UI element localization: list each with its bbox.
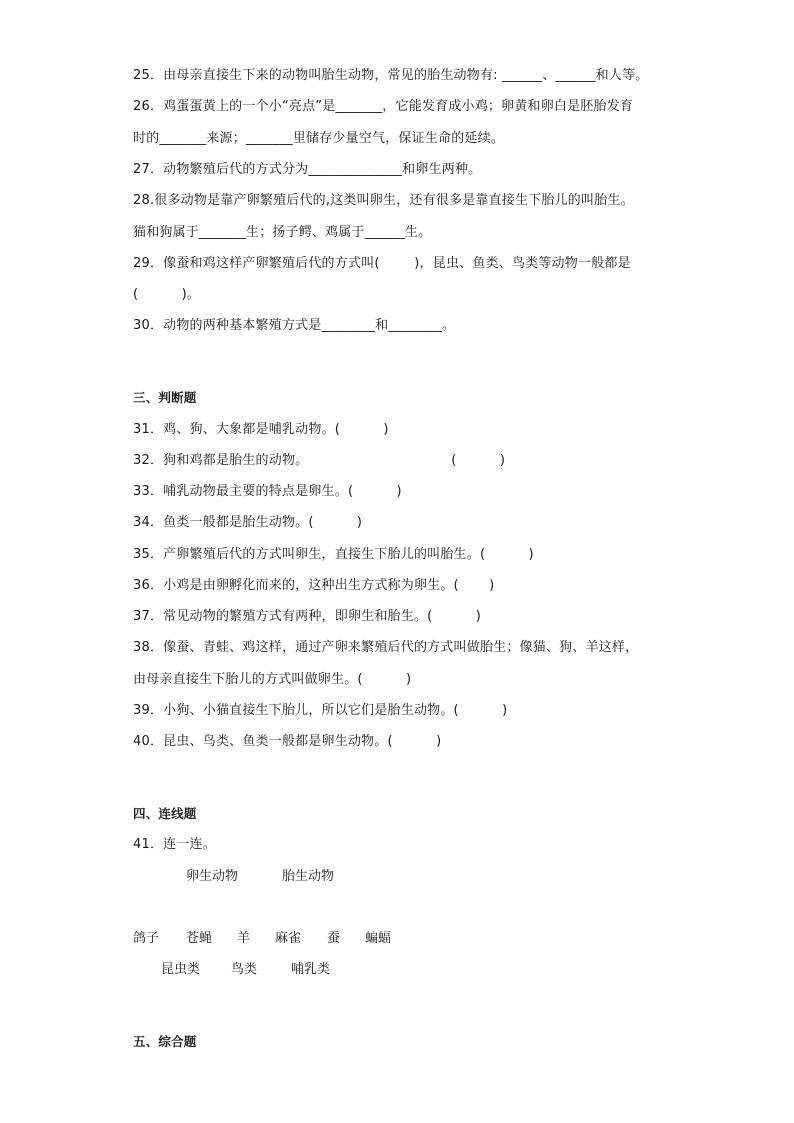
question-29-line-1: 29．像蚕和鸡这样产卵繁殖后代的方式叫( )，昆虫、鱼类、鸟类等动物一般都是 (133, 256, 631, 271)
animal-fly: 苍蝇 (186, 931, 213, 946)
question-34: 34．鱼类一般都是胎生动物。( ) (133, 515, 363, 530)
section-heading-comprehensive: 五、综合题 (133, 1034, 197, 1049)
question-31: 31．鸡、狗、大象都是哺乳动物。( ) (133, 422, 389, 437)
animal-bat: 蝙蝠 (365, 931, 392, 946)
question-27: 27．动物繁殖后代的方式分为______________和卵生两种。 (133, 162, 482, 177)
question-25: 25．由母亲直接生下来的动物叫胎生动物，常见的胎生动物有: ______、______和人等。 (133, 68, 649, 83)
question-33: 33．哺乳动物最主要的特点是卵生。( ) (133, 484, 402, 499)
question-37: 37．常见动物的繁殖方式有两种，即卵生和胎生。( ) (133, 609, 482, 624)
category-birds: 鸟类 (231, 962, 258, 977)
question-28-line-1: 28.很多动物是靠产卵繁殖后代的,这类叫卵生，还有很多是靠直接生下胎儿的叫胎生。 (133, 193, 634, 208)
animal-sparrow: 麻雀 (275, 931, 302, 946)
question-40: 40．昆虫、鸟类、鱼类一般都是卵生动物。( ) (133, 734, 442, 749)
animal-pigeon: 鸽子 (133, 931, 160, 946)
question-26-line-2: 时的_______来源；_______里储存少量空气，保证生命的延续。 (133, 131, 505, 146)
question-38-line-2: 由母亲直接生下胎儿的方式叫做卵生。( ) (133, 672, 412, 687)
question-26-line-1: 26．鸡蛋蛋黄上的一个小“亮点”是_______，它能发育成小鸡；卵黄和卵白是胚胎发育 (133, 99, 634, 114)
animal-sheep: 羊 (237, 931, 251, 946)
question-41: 41．连一连。 (133, 837, 216, 852)
question-38-line-1: 38．像蚕、青蛙、鸡这样，通过产卵来繁殖后代的方式叫做胎生；像猫、狗、羊这样， (133, 640, 639, 655)
animal-silkworm: 蚕 (327, 931, 341, 946)
question-39: 39．小狗、小猫直接生下胎儿，所以它们是胎生动物。( ) (133, 703, 508, 718)
question-36: 36．小鸡是由卵孵化而来的，这种出生方式称为卵生。( ) (133, 578, 495, 593)
category-mammals: 哺乳类 (291, 962, 331, 977)
question-28-line-2: 猫和狗属于_______生；扬子鳄、鸡属于______生。 (133, 225, 432, 240)
category-insects: 昆虫类 (161, 962, 201, 977)
question-35: 35．产卵繁殖后代的方式叫卵生，直接生下胎儿的叫胎生。( ) (133, 547, 534, 562)
question-32: 32．狗和鸡都是胎生的动物。 ( ) (133, 453, 506, 468)
question-29-line-2: ( )。 (133, 287, 201, 302)
label-viviparous: 胎生动物 (282, 869, 335, 884)
section-heading-judge: 三、判断题 (133, 390, 197, 405)
question-30: 30．动物的两种基本繁殖方式是________和________。 (133, 318, 456, 333)
section-heading-matching: 四、连线题 (133, 806, 197, 821)
label-oviparous: 卵生动物 (186, 869, 239, 884)
